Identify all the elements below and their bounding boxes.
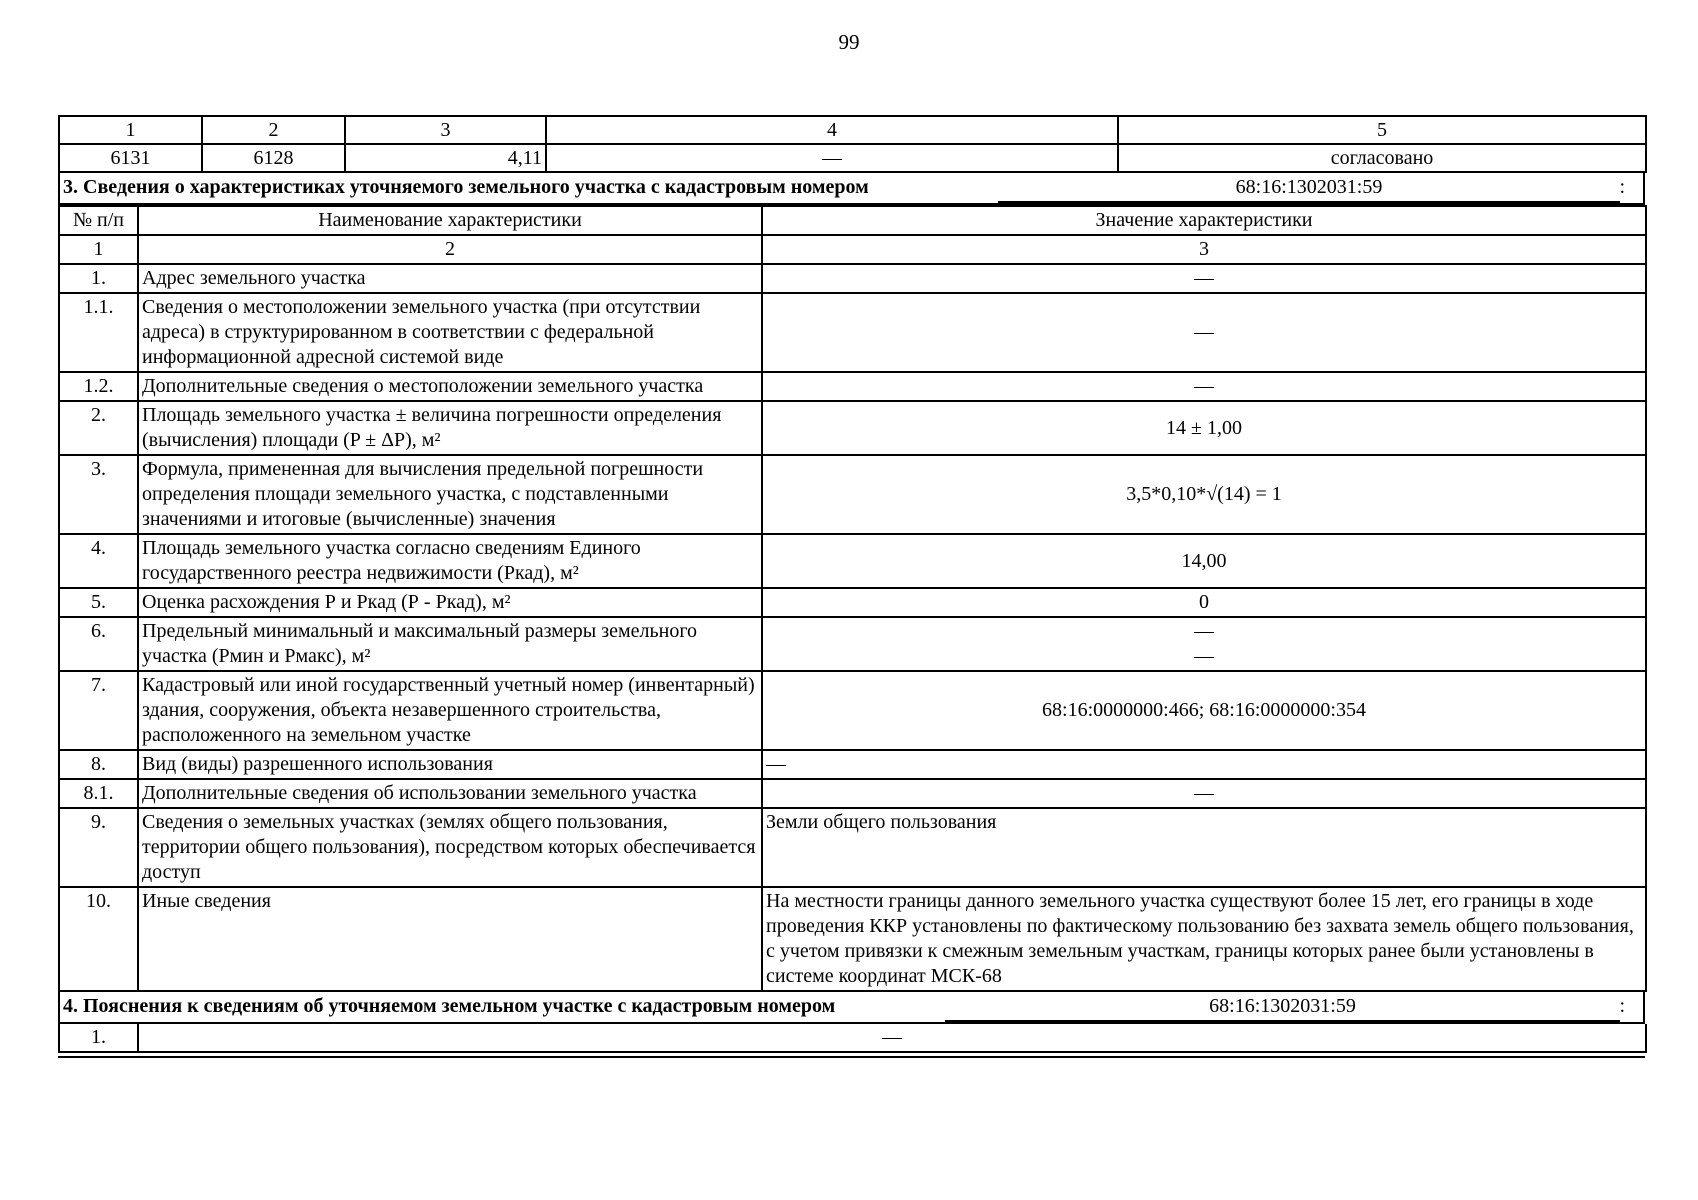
table-row [59, 617, 1646, 671]
approval-status: согласовано [1118, 144, 1646, 172]
row-value: — [138, 1024, 1646, 1052]
approval-point-to: 6128 [202, 144, 345, 172]
page-number: 99 [838, 30, 860, 54]
row-characteristic-name: Формула, примененная для вычисления предельной погрешности определения площади земельного участка, с подставленными значениями и итоговые (вычисленные) значения [138, 455, 762, 534]
table-row [59, 671, 1646, 750]
row-characteristic-name: Вид (виды) разрешенного использования [138, 750, 762, 779]
row-characteristic-name: Дополнительные сведения о местоположении земельного участка [138, 372, 762, 401]
approval-header-cell: 2 [202, 116, 345, 144]
row-characteristic-name: Предельный минимальный и максимальный размеры земельного участка (Pмин и Pмакс), м² [138, 617, 762, 671]
row-number: 8.1. [59, 779, 138, 808]
row-number: 1.1. [59, 293, 138, 372]
row-number: 8. [59, 750, 138, 779]
section4-header [58, 992, 1645, 1024]
row-number: 1. [59, 1024, 138, 1052]
row-characteristic-name: Площадь земельного участка согласно сведениям Единого государственного реестра недвижимости (Ркад), м² [138, 534, 762, 588]
approval-row [59, 144, 1646, 172]
table-row [59, 808, 1646, 887]
row-characteristic-name: Адрес земельного участка [138, 264, 762, 293]
row-characteristic-value: — [762, 293, 1646, 372]
row-number: 9. [59, 808, 138, 887]
section4-cadastral-number: 68:16:1302031:59 [945, 994, 1620, 1022]
row-characteristic-name: Кадастровый или иной государственный учетный номер (инвентарный) здания, сооружения, объекта незавершенного строительства, расположенного на земельном участке [138, 671, 762, 750]
approval-header-row [59, 116, 1646, 144]
characteristics-rows [59, 264, 1646, 991]
row-characteristic-name: Оценка расхождения Р и Ркад (Р - Ркад), м² [138, 588, 762, 617]
column-number-row [59, 235, 1646, 264]
row-number: 10. [59, 887, 138, 991]
row-characteristic-value: 3,5*0,10*√(14) = 1 [762, 455, 1646, 534]
characteristics-table [58, 205, 1647, 992]
row-characteristic-value: 68:16:0000000:466; 68:16:0000000:354 [762, 671, 1646, 750]
column-number: 2 [138, 235, 762, 264]
row-characteristic-name: Сведения о земельных участках (землях общего пользования, территории общего пользования), посредством которых обеспечивается доступ [138, 808, 762, 887]
row-characteristic-value: — — [762, 617, 1646, 671]
section3-title: 3. Сведения о характеристиках уточняемого земельного участка с кадастровым номером [63, 176, 869, 198]
row-number: 4. [59, 534, 138, 588]
approval-header-cell: 3 [345, 116, 546, 144]
table-row [59, 588, 1646, 617]
table-row [59, 264, 1646, 293]
table-row [59, 1024, 1646, 1052]
table-end-line [58, 1056, 1645, 1058]
table-row [59, 401, 1646, 455]
table-row [59, 455, 1646, 534]
table-row [59, 372, 1646, 401]
document-body [58, 115, 1645, 1058]
approval-header-cell: 5 [1118, 116, 1646, 144]
approval-point-from: 6131 [59, 144, 202, 172]
table-row [59, 534, 1646, 588]
row-number: 2. [59, 401, 138, 455]
approval-table [58, 115, 1647, 173]
row-characteristic-value: Земли общего пользования [762, 808, 1646, 887]
row-characteristic-value: 14,00 [762, 534, 1646, 588]
table-row [59, 779, 1646, 808]
column-header-name: Наименование характеристики [138, 206, 762, 235]
row-number: 3. [59, 455, 138, 534]
row-characteristic-value: — [762, 750, 1646, 779]
column-number: 1 [59, 235, 138, 264]
row-number: 1.2. [59, 372, 138, 401]
section4-title: 4. Пояснения к сведениям об уточняемом земельном участке с кадастровым номером [63, 995, 836, 1017]
approval-header-cell: 1 [59, 116, 202, 144]
row-characteristic-value: 14 ± 1,00 [762, 401, 1646, 455]
section3-header [58, 173, 1645, 205]
row-characteristic-name: Площадь земельного участка ± величина погрешности определения (вычисления) площади (P ± ΔP), м² [138, 401, 762, 455]
approval-header-cell: 4 [546, 116, 1118, 144]
section4-table [58, 1024, 1647, 1053]
approval-col4: — [546, 144, 1118, 172]
column-header-value: Значение характеристики [762, 206, 1646, 235]
row-characteristic-value: 0 [762, 588, 1646, 617]
table-row [59, 293, 1646, 372]
section3-cadastral-number: 68:16:1302031:59 [998, 175, 1620, 203]
row-characteristic-value: — [762, 372, 1646, 401]
table-row [59, 887, 1646, 991]
row-number: 7. [59, 671, 138, 750]
section3-colon: : [1619, 176, 1625, 198]
characteristics-header-row [59, 206, 1646, 235]
row-number: 6. [59, 617, 138, 671]
approval-length: 4,11 [345, 144, 546, 172]
column-number: 3 [762, 235, 1646, 264]
row-characteristic-name: Дополнительные сведения об использовании земельного участка [138, 779, 762, 808]
row-characteristic-name: Сведения о местоположении земельного участка (при отсутствии адреса) в структурированном в соответствии с федеральной информационной адресной системой виде [138, 293, 762, 372]
column-header-number: № п/п [59, 206, 138, 235]
row-characteristic-value: На местности границы данного земельного участка существуют более 15 лет, его границы в ходе проведения ККР установлены по фактическому пользованию без захвата земель общего пользования, с учетом привязки к смежным земельным участкам, границы которых ранее были установлены в системе координат МСК-68 [762, 887, 1646, 991]
row-characteristic-value: — [762, 779, 1646, 808]
row-number: 1. [59, 264, 138, 293]
row-characteristic-name: Иные сведения [138, 887, 762, 991]
section4-colon: : [1619, 995, 1625, 1017]
row-number: 5. [59, 588, 138, 617]
table-row [59, 750, 1646, 779]
row-characteristic-value: — [762, 264, 1646, 293]
